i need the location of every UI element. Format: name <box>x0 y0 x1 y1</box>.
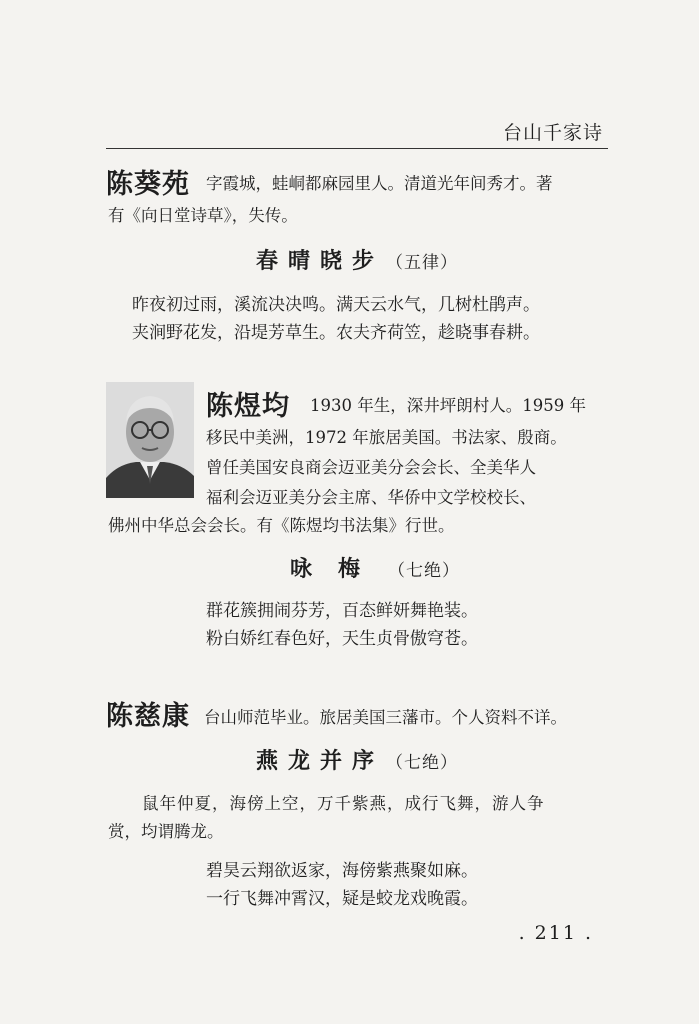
verse-1-line-2: 夹涧野花发，沿堤芳草生。农夫齐荷笠，趁晓事春耕。 <box>132 323 540 343</box>
author-name-2: 陈煜均 <box>206 391 290 422</box>
poem-title-2-text: 咏梅 <box>290 557 387 582</box>
bio-2-line-5: 佛州中华总会会长。有《陈煜均书法集》行世。 <box>108 516 455 535</box>
author-name-3: 陈慈康 <box>106 701 190 732</box>
preface-line-2: 赏，均谓腾龙。 <box>108 822 224 841</box>
poem-title-3 <box>256 744 458 775</box>
bio-1-line-2: 有《向日堂诗草》，失传。 <box>108 206 298 225</box>
header-rule <box>106 148 608 149</box>
verse-3-line-2: 一行飞舞冲霄汉，疑是蛟龙戏晚霞。 <box>206 889 478 909</box>
verse-2-line-1: 群花簇拥闹芬芳，百态鲜妍舞艳装。 <box>206 601 478 621</box>
poem-title-1-text: 春晴晓步 <box>256 249 385 274</box>
bio-1-line-1: 字霞城，蛙峒都麻园里人。清道光年间秀才。著 <box>206 174 553 193</box>
running-head: 台山千家诗 <box>502 122 603 144</box>
poem-form-2: （七绝） <box>388 561 461 581</box>
verse-3-line-1: 碧昊云翔欲返家，海傍紫燕聚如麻。 <box>206 861 478 881</box>
bio-2-line-2: 移民中美洲，1972 年旅居美国。书法家、殷商。 <box>206 428 567 447</box>
bio-3-line-1: 台山师范毕业。旅居美国三藩市。个人资料不详。 <box>204 708 567 727</box>
bio-2-line-4: 福利会迈亚美分会主席、华侨中文学校校长、 <box>206 488 536 507</box>
preface-line-1: 鼠年仲夏，海傍上空，万千紫燕，成行飞舞，游人争 <box>142 794 545 813</box>
poem-title-1 <box>256 244 458 275</box>
bio-2-line-3: 曾任美国安良商会迈亚美分会会长、全美华人 <box>206 458 536 477</box>
page-number: . 211 . <box>518 922 593 944</box>
poem-form-3: （七绝） <box>386 753 459 773</box>
author-portrait-photo <box>106 382 194 498</box>
verse-2-line-2: 粉白娇红春色好，天生贞骨傲穹苍。 <box>206 629 478 649</box>
poem-form-1: （五律） <box>386 253 459 273</box>
poem-title-3-text: 燕龙并序 <box>256 749 385 774</box>
bio-2-line-1: 1930 年生，深井坪朗村人。1959 年 <box>310 396 586 415</box>
author-name-1: 陈葵苑 <box>106 169 190 200</box>
verse-1-line-1: 昨夜初过雨，溪流决决鸣。满天云水气，几树杜鹃声。 <box>132 295 540 315</box>
poem-title-2 <box>290 552 460 583</box>
